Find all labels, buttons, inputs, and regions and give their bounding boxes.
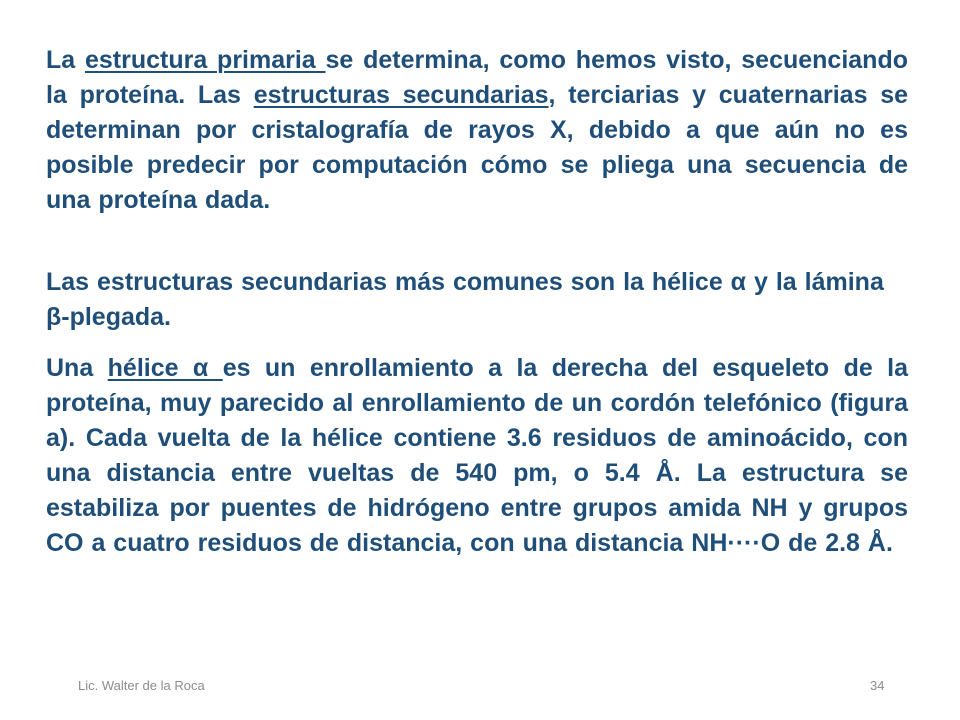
paragraph-primary-structure bbox=[46, 43, 908, 218]
paragraph1-text-end: , terciarias y cuaternarias se determinan por cristalografía de rayos X, debido a que aún no es posible predecir por computación cómo se pliega una secuencia de una proteína dada. bbox=[46, 81, 909, 214]
paragraph1-text-start: La bbox=[46, 46, 85, 74]
footer-author: Lic. Walter de la Roca bbox=[78, 678, 205, 693]
paragraph3-text-start: Una bbox=[46, 354, 108, 382]
paragraph3-text-end: es un enrollamiento a la derecha del esqueleto de la proteína, muy parecido al enrollamiento de un cordón telefónico (figura a). Cada vuelta de la hélice contiene 3.6 residuos de aminoácido, con una distancia entre vueltas de 540 pm, o 5.4 Å. La estructura se estabiliza por puentes de hidrógeno entre grupos amida NH y grupos CO a cuatro residuos de distancia, con una distancia NH····O de 2.8 Å. bbox=[46, 354, 909, 557]
link-helice-alfa[interactable]: hélice α bbox=[107, 354, 223, 382]
link-estructura-primaria[interactable]: estructura primaria bbox=[84, 46, 326, 74]
page-number: 34 bbox=[870, 678, 885, 693]
paragraph1-text-middle: se determina, como hemos visto, secuenciando la proteína. Las bbox=[46, 46, 908, 109]
paragraph-alpha-helix bbox=[46, 351, 908, 561]
paragraph2-text: Las estructuras secundarias más comunes son la hélice α y la lámina β-plegada. bbox=[46, 268, 884, 331]
paragraph-secondary-structures bbox=[46, 265, 908, 335]
link-estructuras-secundarias[interactable]: estructuras secundarias bbox=[253, 81, 549, 109]
